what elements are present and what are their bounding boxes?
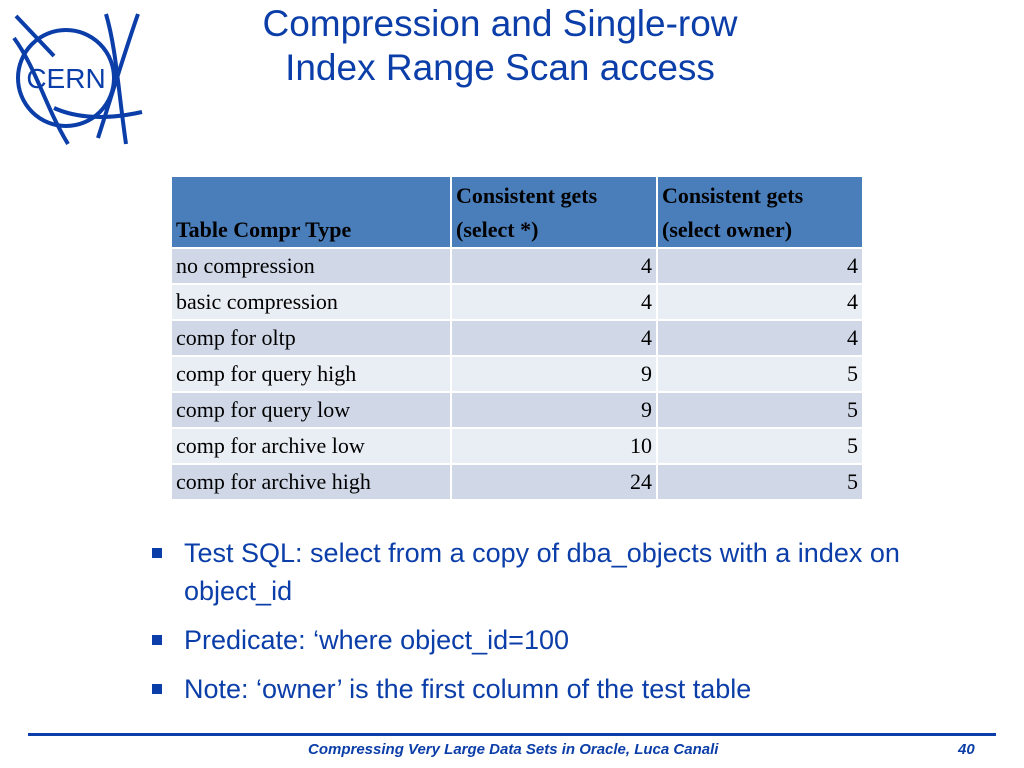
consistent-gets-table [170, 175, 864, 501]
slide-title [160, 2, 840, 90]
slide-title-line-2: Index Range Scan access [285, 47, 715, 88]
cell-compr-type: basic compression [171, 284, 451, 320]
footer-divider [28, 733, 996, 736]
bullet-list [146, 534, 996, 719]
cell-gets-select-star: 10 [451, 428, 657, 464]
cell-gets-select-star: 24 [451, 464, 657, 500]
cell-compr-type: comp for query high [171, 356, 451, 392]
cell-gets-select-owner: 5 [657, 428, 863, 464]
square-bullet-icon [152, 684, 162, 694]
cell-compr-type: comp for oltp [171, 320, 451, 356]
header-table-compr-type: Table Compr Type [171, 176, 451, 248]
cell-gets-select-star: 4 [451, 320, 657, 356]
footer-caption: Compressing Very Large Data Sets in Oracle, Luca Canali [308, 741, 719, 758]
cern-logo [6, 8, 148, 148]
table-row [171, 356, 863, 392]
table-row [171, 320, 863, 356]
header-consistent-gets-select-star: Consistent gets (select *) [451, 176, 657, 248]
cell-gets-select-owner: 5 [657, 356, 863, 392]
cern-logo-text: CERN [26, 63, 106, 94]
bullet-item [146, 534, 996, 610]
cell-gets-select-star: 4 [451, 284, 657, 320]
cell-gets-select-owner: 5 [657, 392, 863, 428]
table-header-row [171, 176, 863, 248]
cell-gets-select-owner: 4 [657, 248, 863, 284]
bullet-text: Predicate: ‘where object_id=100 [184, 625, 570, 655]
page-number: 40 [958, 741, 975, 758]
bullet-item [146, 670, 996, 708]
cell-compr-type: no compression [171, 248, 451, 284]
cell-gets-select-owner: 4 [657, 320, 863, 356]
cell-gets-select-star: 4 [451, 248, 657, 284]
cell-gets-select-star: 9 [451, 392, 657, 428]
cell-compr-type: comp for archive low [171, 428, 451, 464]
cell-compr-type: comp for archive high [171, 464, 451, 500]
table-row [171, 284, 863, 320]
bullet-text: Test SQL: select from a copy of dba_objects with a index on object_id [184, 538, 900, 606]
cell-gets-select-star: 9 [451, 356, 657, 392]
table-row [171, 428, 863, 464]
slide-title-line-1: Compression and Single-row [262, 3, 738, 44]
cell-compr-type: comp for query low [171, 392, 451, 428]
bullet-item [146, 621, 996, 659]
bullet-text: Note: ‘owner’ is the first column of the test table [184, 674, 752, 704]
table-row [171, 464, 863, 500]
cell-gets-select-owner: 4 [657, 284, 863, 320]
table-row [171, 392, 863, 428]
square-bullet-icon [152, 548, 162, 558]
table-row [171, 248, 863, 284]
header-consistent-gets-select-owner: Consistent gets (select owner) [657, 176, 863, 248]
cell-gets-select-owner: 5 [657, 464, 863, 500]
square-bullet-icon [152, 635, 162, 645]
